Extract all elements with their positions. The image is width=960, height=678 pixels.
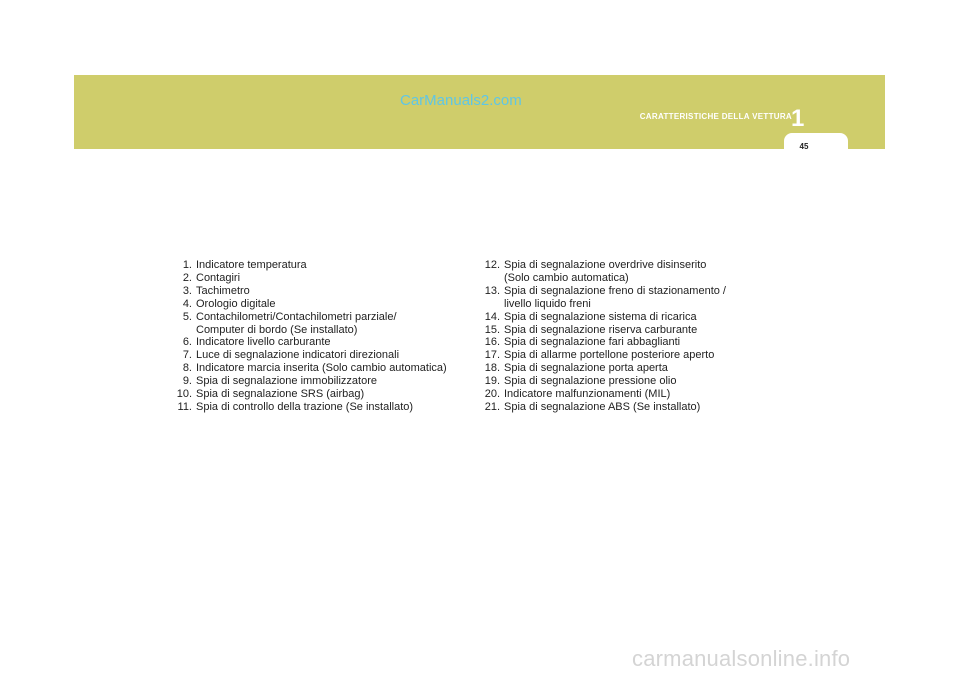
list-item [476,388,776,401]
list-item [168,259,468,272]
list-item [168,298,468,311]
item-text [500,362,668,375]
item-text [192,362,447,375]
item-line: Indicatore temperatura [196,259,307,271]
item-line: Spia di segnalazione overdrive disinserito [504,259,707,271]
list-item [168,349,468,362]
item-line: Spia di segnalazione freno di stazionamento / [504,284,726,297]
item-line: Contachilometri/Contachilometri parziale/ [196,310,397,323]
list-item [476,259,776,285]
item-number: 18. [484,362,500,375]
item-number: 12. [484,259,500,271]
item-line: Indicatore marcia inserita (Solo cambio automatica) [196,362,447,375]
list-item [168,272,468,285]
item-text [500,375,676,388]
item-text [192,336,331,349]
list-item [476,349,776,362]
item-line: Spia di segnalazione pressione olio [504,375,677,388]
list-item [168,311,468,337]
item-line: Indicatore malfunzionamenti (MIL) [504,388,671,401]
item-line: Luce di segnalazione indicatori direzionali [196,349,400,362]
list-item [476,336,776,349]
item-number: 7. [182,349,192,362]
item-text [500,336,680,349]
item-text [192,272,240,285]
item-line: Contagiri [196,271,241,284]
list-item [168,336,468,349]
item-line: Spia di segnalazione porta aperta [504,362,668,375]
item-number: 4. [182,297,192,310]
item-line: Spia di segnalazione fari abbaglianti [504,336,681,349]
list-item [476,401,776,414]
item-number: 6. [182,336,192,349]
item-text [192,311,397,337]
item-line: Spia di allarme portellone posteriore aperto [504,349,715,362]
item-number: 16. [484,336,500,349]
item-line: (Solo cambio automatica) [504,271,629,284]
item-line: Indicatore livello carburante [196,336,331,349]
item-number: 1. [182,259,192,271]
item-number: 15. [484,323,500,336]
list-item [476,285,776,311]
item-line: Orologio digitale [196,297,276,310]
item-text [192,298,276,311]
list-item [168,375,468,388]
item-text [500,349,714,362]
legend-list-left [168,259,468,414]
item-number: 2. [182,271,192,284]
item-number: 17. [484,349,500,362]
item-number: 21. [484,400,500,413]
item-line: Spia di controllo della trazione (Se installato) [196,400,414,413]
item-number: 14. [484,310,500,323]
chapter-number: 1 [791,105,805,132]
item-text [192,388,364,401]
item-number: 9. [182,375,192,388]
item-number: 20. [484,388,500,401]
section-title: CARATTERISTICHE DELLA VETTURA [639,112,792,121]
list-item [168,401,468,414]
item-text [500,324,697,337]
list-item [476,324,776,337]
legend-list-right [476,259,776,414]
item-line: Spia di segnalazione immobilizzatore [196,375,377,388]
item-line: Computer di bordo (Se installato) [196,323,358,336]
header-watermark[interactable]: CarManuals2.com [400,92,522,109]
item-line: livello liquido freni [504,297,591,310]
item-text [500,311,697,324]
item-line: Spia di segnalazione ABS (Se installato) [504,400,701,413]
item-text [500,388,670,401]
item-number: 3. [182,284,192,297]
item-text [192,401,413,414]
item-number: 10. [176,388,192,401]
item-number: 13. [484,284,500,297]
list-item [476,362,776,375]
list-item [168,388,468,401]
list-item [168,285,468,298]
item-text [192,285,250,298]
item-text [500,259,706,285]
item-text [192,375,377,388]
item-number: 19. [484,375,500,388]
item-text [500,285,726,311]
item-text [500,401,700,414]
item-line: Tachimetro [196,284,250,297]
item-line: Spia di segnalazione sistema di ricarica [504,310,697,323]
item-number: 5. [182,310,192,323]
item-line: Spia di segnalazione riserva carburante [504,323,698,336]
item-text [192,349,399,362]
list-item [476,311,776,324]
list-item [168,362,468,375]
item-line: Spia di segnalazione SRS (airbag) [196,388,365,401]
footer-watermark[interactable]: carmanualsonline.info [632,646,851,671]
page-number: 45 [799,142,809,151]
item-number: 11. [177,400,192,413]
item-text [192,259,307,272]
item-number: 8. [182,362,192,375]
list-item [476,375,776,388]
